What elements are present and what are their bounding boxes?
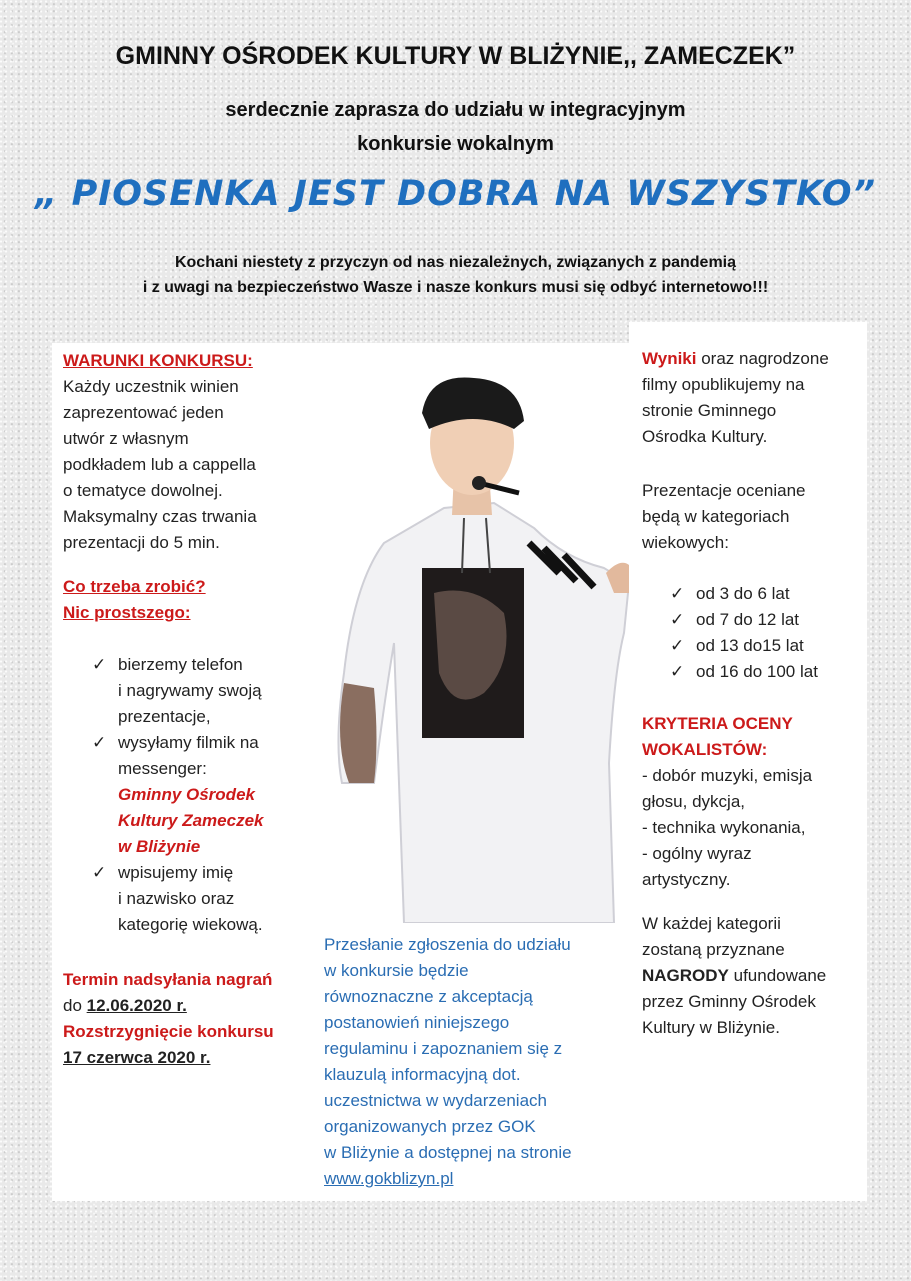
check-icon: ✓ — [670, 662, 685, 681]
categories-line: będą w kategoriach — [642, 507, 790, 526]
step-item — [92, 730, 307, 860]
intro-line-1: Kochani niestety z przyczyn od nas niezależnych, związanych z pandemią — [174, 254, 737, 271]
criteria-line: głosu, dykcja, — [642, 792, 745, 811]
deadline-label: Termin nadsyłania nagrań — [63, 970, 273, 989]
messenger-name: Gminny Ośrodek — [118, 785, 255, 804]
conditions-line: utwór z własnym — [63, 429, 189, 448]
criteria-heading: KRYTERIA OCENY — [642, 714, 793, 733]
step-line: messenger: — [118, 759, 207, 778]
step-line: prezentacje, — [118, 707, 211, 726]
category-item — [670, 659, 865, 685]
todo-section — [63, 574, 308, 626]
category-item — [670, 581, 865, 607]
conditions-line: podkładem lub a cappella — [63, 455, 256, 474]
step-line: wpisujemy imię — [118, 863, 234, 882]
invitation-line-2: konkursie wokalnym — [357, 133, 554, 155]
criteria-line: artystyczny. — [642, 870, 731, 889]
prizes-line: zostaną przyznane — [642, 940, 785, 959]
category-item — [670, 633, 865, 659]
prizes-line: Kultury w Bliżynie. — [642, 1018, 780, 1037]
categories-line: wiekowych: — [642, 533, 729, 552]
result-label: Rozstrzygnięcie konkursu — [63, 1022, 274, 1041]
deadline-date: 12.06.2020 r. — [86, 996, 187, 1015]
messenger-name: w Bliżynie — [118, 837, 201, 856]
step-item — [92, 860, 307, 938]
deadline-prefix: do — [63, 996, 87, 1015]
notice-line: uczestnictwa w wydarzeniach — [324, 1091, 547, 1110]
check-icon: ✓ — [670, 584, 685, 603]
singer-photo — [314, 343, 629, 923]
categories-intro — [642, 478, 862, 556]
notice-line: w konkursie będzie — [324, 961, 469, 980]
step-line: bierzemy telefon — [118, 655, 243, 674]
step-line: i nagrywamy swoją — [118, 681, 262, 700]
results-line — [642, 346, 862, 372]
notice-line: równoznaczne z akceptacją — [324, 987, 533, 1006]
results-rest: oraz nagrodzone — [696, 349, 829, 368]
deadline-section — [63, 967, 308, 1071]
deadline-line — [63, 993, 308, 1019]
conditions-line: prezentacji do 5 min. — [63, 533, 220, 552]
results-line: Ośrodka Kultury. — [642, 427, 768, 446]
results-word: Wyniki — [642, 349, 697, 368]
category-label: od 13 do15 lat — [696, 636, 804, 655]
conditions-section — [63, 348, 308, 556]
prizes-line — [642, 963, 864, 989]
step-line: i nazwisko oraz — [118, 889, 235, 908]
conditions-line: Każdy uczestnik winien — [63, 377, 239, 396]
todo-heading-2: Nic prostszego: — [63, 603, 191, 622]
step-item — [92, 652, 307, 730]
website-link[interactable]: www.gokblizyn.pl — [324, 1169, 454, 1188]
category-label: od 16 do 100 lat — [696, 662, 818, 681]
prizes-bold: NAGRODY — [642, 966, 729, 985]
check-icon: ✓ — [670, 610, 685, 629]
category-label: od 7 do 12 lat — [696, 610, 800, 629]
criteria-section — [642, 711, 864, 893]
results-line: stronie Gminnego — [642, 401, 777, 420]
prizes-section — [642, 911, 864, 1041]
conditions-heading: WARUNKI KONKURSU: — [63, 351, 253, 370]
result-date: 17 czerwca 2020 r. — [63, 1048, 211, 1067]
results-section — [642, 346, 862, 450]
notice-line: organizowanych przez GOK — [324, 1117, 536, 1136]
intro-line-2: i z uwagi na bezpieczeństwo Wasze i nasze konkurs musi się odbyć internetowo!!! — [142, 279, 769, 296]
notice-line: Przesłanie zgłoszenia do udziału — [324, 935, 571, 954]
check-icon: ✓ — [92, 655, 107, 674]
todo-heading-1: Co trzeba zrobić? — [63, 577, 206, 596]
category-item — [670, 607, 865, 633]
step-line: kategorię wiekową. — [118, 915, 263, 934]
step-line: wysyłamy filmik na — [118, 733, 259, 752]
conditions-line: Maksymalny czas trwania — [63, 507, 257, 526]
messenger-name: Kultury Zameczek — [118, 811, 264, 830]
steps-list — [92, 652, 307, 938]
prizes-rest: ufundowane — [728, 966, 827, 985]
check-icon: ✓ — [92, 733, 107, 752]
criteria-heading: WOKALISTÓW: — [642, 740, 768, 759]
contest-title: „ PIOSENKA JEST DOBRA NA WSZYSTKO” — [34, 174, 877, 214]
conditions-text — [63, 374, 308, 556]
criteria-line: - dobór muzyki, emisja — [642, 766, 813, 785]
prizes-line: przez Gminny Ośrodek — [642, 992, 816, 1011]
criteria-line: - ogólny wyraz — [642, 844, 752, 863]
conditions-line: o tematyce dowolnej. — [63, 481, 223, 500]
notice-section — [324, 932, 624, 1192]
check-icon: ✓ — [670, 636, 685, 655]
singer-photo-icon — [314, 343, 629, 923]
criteria-line: - technika wykonania, — [642, 818, 806, 837]
category-label: od 3 do 6 lat — [696, 584, 790, 603]
invitation-line-1: serdecznie zaprasza do udziału w integracyjnym — [225, 99, 686, 121]
conditions-line: zaprezentować jeden — [63, 403, 224, 422]
page-title: GMINNY OŚRODEK KULTURY W BLIŻYNIE,, ZAMECZEK” — [115, 42, 796, 70]
notice-line: regulaminu i zapoznaniem się z — [324, 1039, 563, 1058]
categories-line: Prezentacje oceniane — [642, 481, 806, 500]
prizes-line: W każdej kategorii — [642, 914, 781, 933]
results-line: filmy opublikujemy na — [642, 375, 805, 394]
check-icon: ✓ — [92, 863, 107, 882]
notice-line: w Bliżynie a dostępnej na stronie — [324, 1143, 572, 1162]
notice-line: postanowień niniejszego — [324, 1013, 510, 1032]
categories-list — [670, 581, 865, 685]
notice-line: klauzulą informacyjną dot. — [324, 1065, 521, 1084]
